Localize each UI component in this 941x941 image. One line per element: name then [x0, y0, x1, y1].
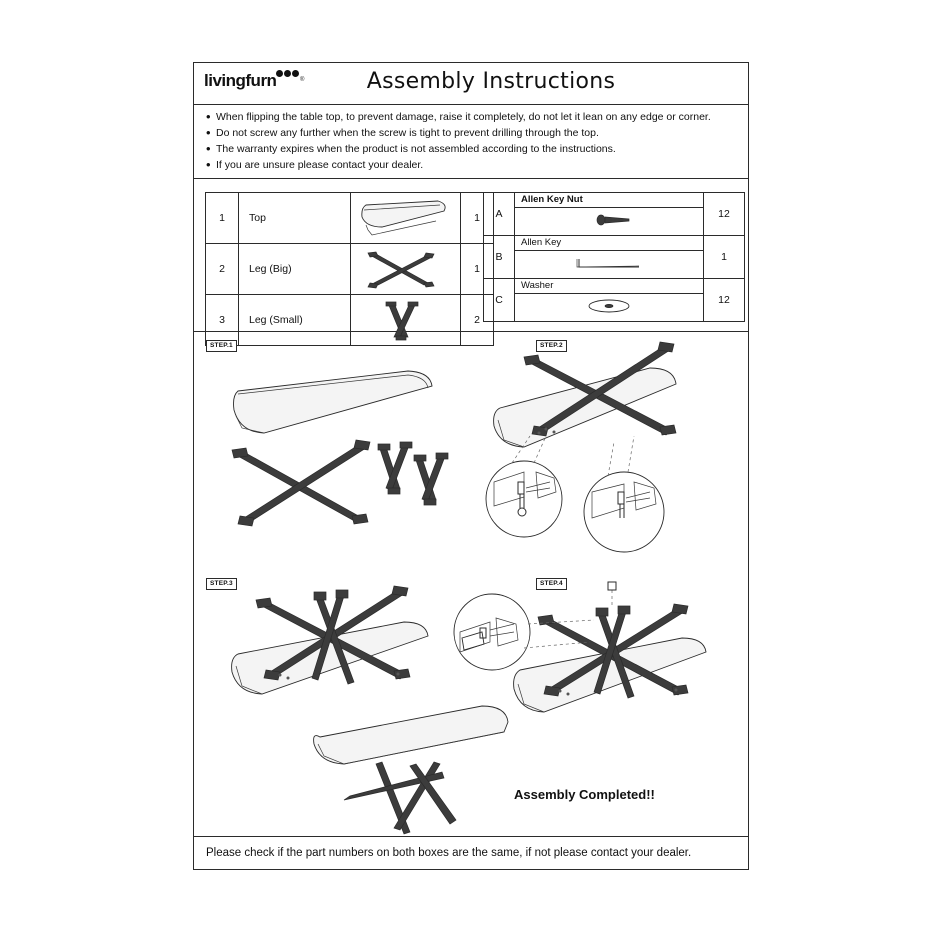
step2-diagram — [486, 342, 676, 552]
warnings-list — [194, 105, 748, 179]
hardware-name: Allen Key Nut — [521, 194, 583, 205]
hardware-letter: B — [484, 236, 515, 279]
table-row — [484, 193, 745, 236]
table-row — [484, 236, 745, 279]
warning-item — [206, 158, 740, 173]
final-assembly-diagram — [314, 706, 508, 834]
hardware-letter: C — [484, 279, 515, 322]
warning-text: When flipping the table top, to prevent damage, raise it completely, do not let it lean on any edge or corner. — [216, 111, 711, 123]
footer-text: Please check if the part numbers on both boxes are the same, if not please contact your dealer. — [206, 847, 692, 859]
assembly-diagrams — [194, 332, 748, 837]
sheet-header — [194, 63, 748, 105]
part-qty: 2 — [461, 295, 494, 346]
footer-note — [194, 837, 748, 869]
step3-diagram — [232, 586, 428, 694]
step-tag-3: STEP.3 — [206, 578, 237, 590]
parts-table — [205, 192, 494, 346]
hardware-art — [515, 208, 703, 235]
part-name: Leg (Small) — [239, 295, 351, 346]
table-row — [484, 279, 745, 322]
page-title: Assembly Instructions — [366, 69, 616, 94]
allen-key-drawing — [515, 251, 701, 275]
part-image-big-leg — [351, 244, 461, 295]
hardware-name: Allen Key — [521, 237, 562, 248]
part-image-top — [351, 193, 461, 244]
big-leg-drawing — [352, 247, 452, 291]
hardware-qty: 12 — [704, 193, 745, 236]
part-qty: 1 — [461, 244, 494, 295]
part-name: Top — [239, 193, 351, 244]
table-row — [206, 244, 494, 295]
warning-item — [206, 126, 740, 141]
warning-item — [206, 142, 740, 157]
table-row — [206, 193, 494, 244]
brand-trademark: ® — [300, 77, 305, 83]
part-number: 3 — [206, 295, 239, 346]
parts-section — [194, 179, 748, 332]
bullet-icon: • — [206, 157, 211, 172]
hardware-letter: A — [484, 193, 515, 236]
hardware-qty: 12 — [704, 279, 745, 322]
steps-section — [194, 332, 748, 837]
bullet-icon: • — [206, 141, 211, 156]
table-top-drawing — [352, 197, 452, 239]
warning-text: The warranty expires when the product is not assembled according to the instructions. — [216, 143, 616, 155]
step-tag-2: STEP.2 — [536, 340, 567, 352]
part-name: Leg (Big) — [239, 244, 351, 295]
bullet-icon: • — [206, 125, 211, 140]
hardware-cell — [515, 193, 704, 236]
hardware-art — [515, 251, 703, 278]
instruction-sheet — [193, 62, 749, 870]
hardware-name: Washer — [521, 280, 554, 291]
completed-text: Assembly Completed!! — [514, 787, 655, 802]
brand-name: livingfurn — [204, 71, 277, 90]
part-qty: 1 — [461, 193, 494, 244]
warning-text: If you are unsure please contact your dealer. — [216, 159, 424, 171]
hardware-qty: 1 — [704, 236, 745, 279]
warning-text: Do not screw any further when the screw is tight to prevent drilling through the top. — [216, 127, 599, 139]
warning-item — [206, 110, 740, 125]
part-number: 1 — [206, 193, 239, 244]
step-tag-1: STEP.1 — [206, 340, 237, 352]
step1-diagram — [232, 371, 448, 526]
washer-drawing — [515, 294, 701, 318]
hardware-table — [483, 192, 745, 322]
hardware-cell — [515, 236, 704, 279]
part-number: 2 — [206, 244, 239, 295]
bolt-drawing — [515, 208, 701, 232]
bullet-icon: • — [206, 109, 211, 124]
step-tag-4: STEP.4 — [536, 578, 567, 590]
hardware-art — [515, 294, 703, 321]
hardware-cell — [515, 279, 704, 322]
step4-diagram — [454, 582, 706, 712]
